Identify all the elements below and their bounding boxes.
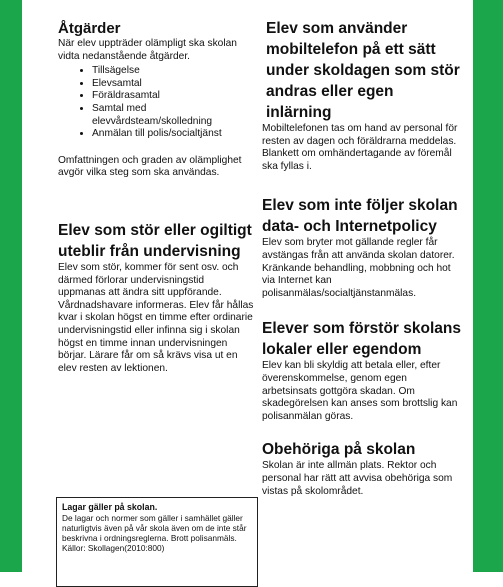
atgarder-list — [58, 65, 254, 141]
heading-atgarder: Åtgärder — [58, 20, 121, 37]
heading-stor: Elev som stör eller ogiltigt uteblir från undervisning — [58, 221, 252, 260]
law-info-box — [56, 497, 258, 587]
obehoriga-body: Skolan är inte allmän plats. Rektor och personal har rätt att avvisa obehöriga som vistas på skolområdet. — [262, 460, 453, 497]
list-item: • Tillsägelse — [92, 65, 254, 78]
forstor-body: Elev kan bli skyldig att betala eller, efter överenskommelse, genom egen arbetsinsats gottgöra skadan. Om skadegörelsen kan anses som brottslig kan polisanmälan göras. — [262, 360, 458, 422]
law-box-body: De lagar och normer som gäller i samhället gäller naturligtvis även på vår skola även om de inte står beskrivna i ordningsreglerna. Brott polisanmäls. Källor: Skollagen(2010:800) — [62, 513, 247, 553]
atgarder-intro: När elev uppträder olämpligt ska skolan vidta nedanstående åtgärder. — [58, 38, 237, 62]
law-box-title: Lagar gäller på skolan. — [62, 502, 158, 512]
heading-forstor: Elever som förstör skolans lokaler eller egendom — [262, 320, 461, 359]
dator-body: Elev som bryter mot gällande regler får avstängas från att använda skolan datorer. Kränkande behandling, mobbning och hot via Internet kan polisanmälas/socialtjänstanmälas. — [262, 237, 455, 299]
list-item: • Föräldrasamtal — [92, 90, 254, 103]
list-item: • Samtal med elevvårdsteam/skolledning — [92, 103, 254, 128]
left-column — [58, 20, 254, 375]
section-dator — [262, 195, 462, 300]
atgarder-outro: Omfattningen och graden av olämplighet avgör vilka steg som ska användas. — [58, 154, 242, 179]
section-obehoriga — [262, 439, 462, 498]
heading-dator: Elev som inte följer skolan data- och Internetpolicy — [262, 197, 458, 236]
section-stor — [58, 220, 254, 375]
list-item: • Elevsamtal — [92, 78, 254, 91]
stor-body: Elev som stör, kommer för sent osv. och därmed förlorar undervisningstid uppmanas att ändra sitt uppförande. Vårdnadshavare informeras. Elev får hållas kvar i skolan högst en timme efter ordinarie undervisningstid eller infinna sig i skolan högst en timme innan undervisningen börjar. Lärare får om så krävs visa ut en elev resten av lektionen. — [58, 261, 254, 374]
heading-mobil: Elev som använder mobiltelefon på ett sätt under skoldagen som stör andras eller egen inlärning — [266, 20, 460, 121]
document-page — [22, 0, 473, 572]
right-column — [262, 18, 462, 498]
list-item: • Anmälan till polis/socialtjänst — [92, 128, 254, 141]
heading-obehoriga: Obehöriga på skolan — [262, 441, 416, 459]
mobil-body: Mobiltelefonen tas om hand av personal för resten av dagen och föräldrarna meddelas. Blankett om omhändertagande av föremål ska fyllas i. — [262, 123, 458, 172]
section-atgarder — [58, 20, 254, 180]
section-forstor — [262, 318, 462, 423]
section-mobil — [262, 18, 462, 173]
